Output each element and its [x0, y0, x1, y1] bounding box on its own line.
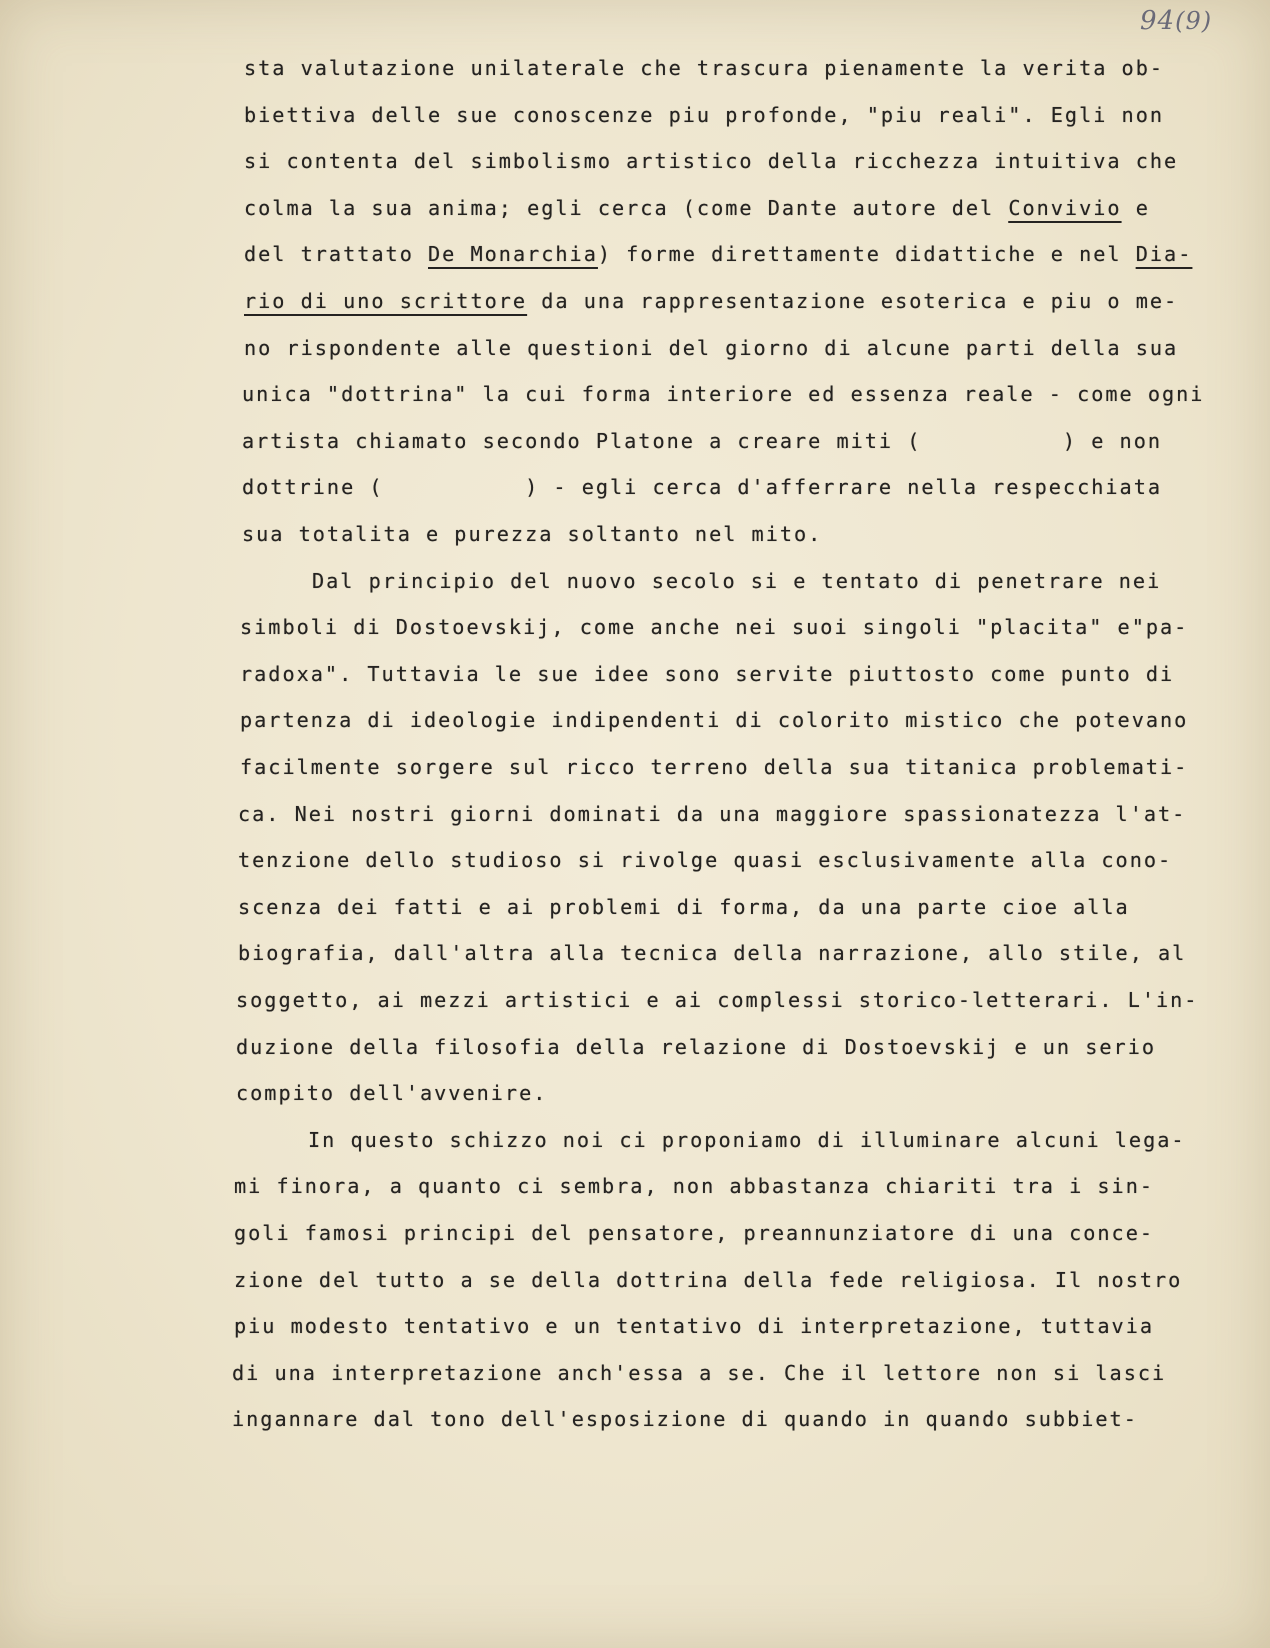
- text-segment: Dal principio del nuovo secolo si e tentato di penetrare nei: [312, 568, 1162, 593]
- text-line: [238, 929, 1186, 978]
- text-line: [232, 1395, 1138, 1444]
- text-line: [234, 1302, 1154, 1351]
- underlined-title: rio di uno scrittore: [244, 289, 528, 313]
- text-segment: biografia, dall'altra alla tecnica della narrazione, allo stile, al: [238, 941, 1187, 966]
- text-segment: da una rappresentazione esoterica e piu o me-: [527, 289, 1179, 313]
- text-line: [238, 836, 1172, 885]
- text-segment: di una interpretazione anch'essa a se. Che il lettore non si lasci: [232, 1360, 1167, 1385]
- text-segment: goli famosi principi del pensatore, preannunziatore di una conce-: [234, 1221, 1155, 1245]
- text-line: [238, 790, 1186, 839]
- text-segment: e: [1121, 195, 1150, 220]
- text-line: [234, 1209, 1154, 1258]
- text-segment: compito dell'avvenire.: [236, 1081, 548, 1106]
- underlined-title: Dia-: [1135, 242, 1193, 267]
- text-line: [234, 1162, 1154, 1211]
- text-segment: facilmente sorgere sul ricco terreno della sua titanica problemati-: [240, 755, 1189, 779]
- text-line: [244, 277, 1178, 326]
- text-line: [238, 883, 1130, 932]
- text-line: [244, 91, 1164, 140]
- text-segment: piu modesto tentativo e un tentativo di interpretazione, tuttavia: [234, 1314, 1155, 1339]
- underlined-title: De Monarchia: [428, 242, 598, 267]
- text-line: [244, 44, 1164, 93]
- text-segment: sta valutazione unilaterale che trascura pienamente la verita ob-: [244, 56, 1165, 80]
- page-number: [1140, 6, 1212, 36]
- text-line: [244, 230, 1192, 279]
- text-segment: ingannare dal tono dell'esposizione di quando in quando subbiet-: [232, 1407, 1138, 1432]
- margin-mark: [1250, 1628, 1264, 1642]
- text-segment: si contenta del simbolismo artistico della ricchezza intuitiva che: [244, 149, 1179, 174]
- text-segment: In questo schizzo noi ci proponiamo di illuminare alcuni lega-: [308, 1127, 1186, 1152]
- text-line: [240, 743, 1188, 792]
- text-line: [240, 603, 1188, 652]
- text-segment: sua totalita e purezza soltanto nel mito.: [242, 522, 823, 546]
- text-segment: unica "dottrina" la cui forma interiore ed essenza reale - come ogni: [242, 382, 1205, 407]
- text-line: [242, 510, 822, 559]
- text-segment: partenza di ideologie indipendenti di colorito mistico che potevano: [240, 708, 1189, 733]
- text-segment: colma la sua anima; egli cerca (come Dante autore del: [244, 195, 1009, 220]
- page-number-main: 94: [1140, 6, 1176, 36]
- text-line: [240, 696, 1188, 745]
- text-line: [240, 650, 1174, 699]
- text-line: [244, 184, 1150, 233]
- text-segment: scenza dei fatti e ai problemi di forma, da una parte cioe alla: [238, 894, 1130, 919]
- text-segment: ca. Nei nostri giorni dominati da una maggiore spassionatezza l'at-: [238, 801, 1187, 826]
- text-line: [232, 1349, 1166, 1398]
- text-segment: no rispondente alle questioni del giorno di alcune parti della sua: [244, 335, 1179, 360]
- text-segment: mi finora, a quanto ci sembra, non abbastanza chiariti tra i sin-: [234, 1174, 1155, 1199]
- text-line: [312, 557, 1161, 606]
- text-segment: simboli di Dostoevskij, come anche nei suoi singoli "placita" e"pa-: [240, 615, 1189, 640]
- text-segment: tenzione dello studioso si rivolge quasi esclusivamente alla cono-: [238, 848, 1173, 873]
- text-segment: ) forme direttamente didattiche e nel: [597, 242, 1136, 267]
- text-segment: biettiva delle sue conoscenze piu profonde, "piu reali". Egli non: [244, 102, 1165, 127]
- text-line: [242, 370, 1204, 419]
- text-line: [242, 463, 1162, 512]
- text-segment: dottrine ( ) - egli cerca d'afferrare nella respecchiata: [242, 475, 1163, 500]
- text-line: [244, 137, 1178, 186]
- text-line: [308, 1116, 1186, 1165]
- underlined-title: Convivio: [1008, 195, 1122, 220]
- text-line: [242, 417, 1162, 466]
- text-segment: zione del tutto a se della dottrina della fede religiosa. Il nostro: [234, 1267, 1183, 1292]
- text-line: [234, 1256, 1182, 1305]
- text-segment: radoxa". Tuttavia le sue idee sono servite piuttosto come punto di: [240, 661, 1175, 686]
- text-line: [244, 324, 1178, 373]
- text-segment: duzione della filosofia della relazione di Dostoevskij e un serio: [236, 1034, 1157, 1059]
- text-line: [236, 1023, 1156, 1072]
- page-number-paren: (9): [1175, 7, 1213, 35]
- text-segment: soggetto, ai mezzi artistici e ai complessi storico-letterari. L'in-: [236, 988, 1199, 1012]
- text-segment: artista chiamato secondo Platone a creare miti ( ) e non: [242, 428, 1163, 453]
- text-segment: del trattato: [244, 242, 429, 267]
- text-line: [236, 1069, 547, 1118]
- text-line: [236, 976, 1198, 1025]
